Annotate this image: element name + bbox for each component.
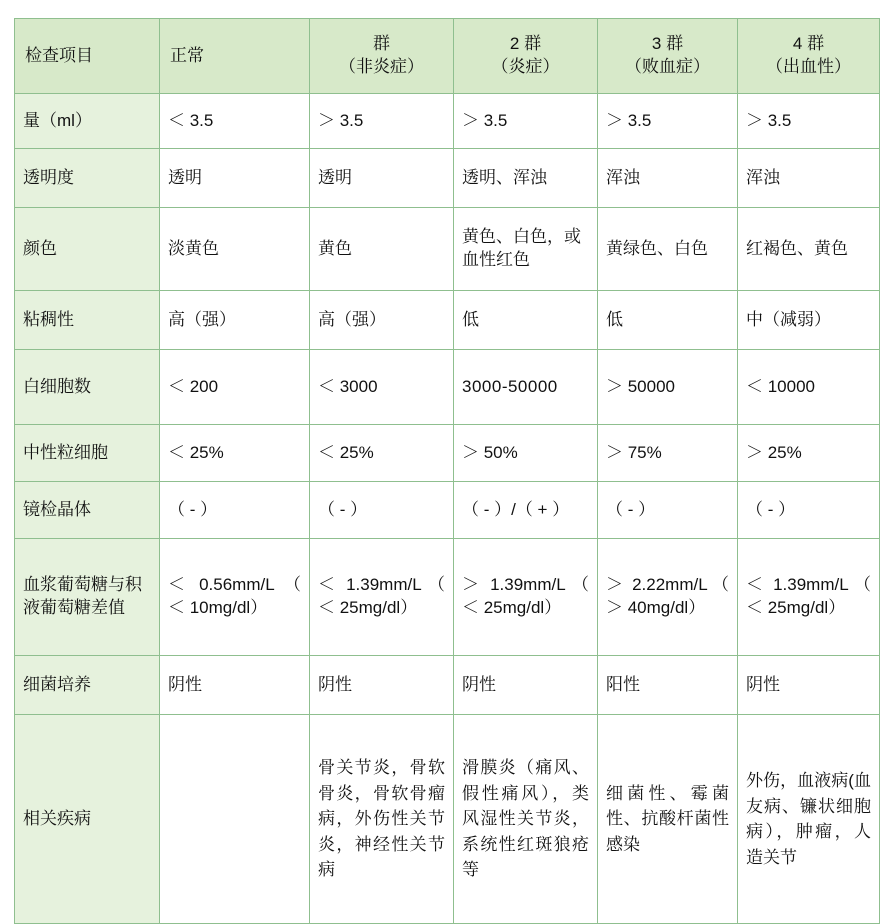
cell-viscosity-group3: 低 xyxy=(598,291,738,350)
cell-viscosity-group1: 高（强） xyxy=(310,291,454,350)
column-header-normal-line1: 正常 xyxy=(170,45,204,65)
table-header-row xyxy=(15,19,880,94)
column-header-group4-line2: （出血性） xyxy=(766,57,851,76)
cell-quantity-group4: ＞ 3.5 xyxy=(738,94,880,149)
cell-transparency-group4: 浑浊 xyxy=(738,149,880,208)
synovial-fluid-analysis-table xyxy=(14,18,880,924)
cell-diseases-group1: 骨关节炎，骨软骨炎，骨软骨瘤病，外伤性关节炎，神经性关节病 xyxy=(310,715,454,924)
column-header-group2-line1: 2 群 xyxy=(509,34,542,54)
cell-color-group3: 黄绿色、白色 xyxy=(598,208,738,291)
cell-glucose-group3: ＞ 2.22mm/L（ ＞ 40mg/dl） xyxy=(598,539,738,656)
cell-wbc-group2: 3000-50000 xyxy=(454,350,598,425)
column-header-normal xyxy=(160,19,310,94)
row-label-transparency: 透明度 xyxy=(15,149,160,208)
table-row xyxy=(15,425,880,482)
column-header-group4 xyxy=(738,19,880,94)
cell-crystals-group1: （ - ） xyxy=(310,482,454,539)
table-row xyxy=(15,149,880,208)
table-row xyxy=(15,656,880,715)
cell-quantity-group1: ＞ 3.5 xyxy=(310,94,454,149)
cell-crystals-group3: （ - ） xyxy=(598,482,738,539)
cell-viscosity-group2: 低 xyxy=(454,291,598,350)
cell-color-group4: 红褐色、黄色 xyxy=(738,208,880,291)
cell-neutrophils-group1: ＜ 25% xyxy=(310,425,454,482)
cell-crystals-group2: （ - ）/（ + ） xyxy=(454,482,598,539)
row-label-color: 颜色 xyxy=(15,208,160,291)
cell-neutrophils-group3: ＞ 75% xyxy=(598,425,738,482)
cell-viscosity-normal: 高（强） xyxy=(160,291,310,350)
column-header-item xyxy=(15,19,160,94)
table-row xyxy=(15,208,880,291)
column-header-group4-line1: 4 群 xyxy=(792,34,825,54)
cell-transparency-normal: 透明 xyxy=(160,149,310,208)
cell-quantity-group2: ＞ 3.5 xyxy=(454,94,598,149)
cell-transparency-group1: 透明 xyxy=(310,149,454,208)
cell-neutrophils-normal: ＜ 25% xyxy=(160,425,310,482)
cell-transparency-group3: 浑浊 xyxy=(598,149,738,208)
table-row xyxy=(15,94,880,149)
table-row xyxy=(15,291,880,350)
cell-quantity-group3: ＞ 3.5 xyxy=(598,94,738,149)
table-row xyxy=(15,482,880,539)
table-row xyxy=(15,539,880,656)
table-body xyxy=(15,94,880,924)
cell-wbc-normal: ＜ 200 xyxy=(160,350,310,425)
row-label-neutrophils: 中性粒细胞 xyxy=(15,425,160,482)
cell-diseases-group3: 细菌性、霉菌性、抗酸杆菌性感染 xyxy=(598,715,738,924)
row-label-bacterial-culture: 细菌培养 xyxy=(15,656,160,715)
cell-culture-group4: 阴性 xyxy=(738,656,880,715)
cell-diseases-group2: 滑膜炎（痛风、假性痛风），类风湿性关节炎，系统性红斑狼疮等 xyxy=(454,715,598,924)
cell-transparency-group2: 透明、浑浊 xyxy=(454,149,598,208)
column-header-group3-line1: 3 群 xyxy=(651,34,684,54)
cell-glucose-normal: ＜ 0.56mm/L（ ＜ 10mg/dl） xyxy=(160,539,310,656)
cell-crystals-normal: （ - ） xyxy=(160,482,310,539)
cell-wbc-group4: ＜ 10000 xyxy=(738,350,880,425)
cell-color-group2: 黄色、白色，或血性红色 xyxy=(454,208,598,291)
cell-wbc-group1: ＜ 3000 xyxy=(310,350,454,425)
cell-glucose-group1: ＜ 1.39mm/L（ ＜ 25mg/dl） xyxy=(310,539,454,656)
cell-culture-group2: 阴性 xyxy=(454,656,598,715)
row-label-viscosity: 粘稠性 xyxy=(15,291,160,350)
cell-neutrophils-group2: ＞ 50% xyxy=(454,425,598,482)
table-header xyxy=(15,19,880,94)
cell-culture-group3: 阳性 xyxy=(598,656,738,715)
cell-diseases-group4: 外伤，血液病(血友病、镰状细胞病），肿瘤，人造关节 xyxy=(738,715,880,924)
table-row xyxy=(15,715,880,924)
column-header-group1 xyxy=(310,19,454,94)
table-row xyxy=(15,350,880,425)
cell-culture-group1: 阴性 xyxy=(310,656,454,715)
cell-neutrophils-group4: ＞ 25% xyxy=(738,425,880,482)
row-label-crystals: 镜检晶体 xyxy=(15,482,160,539)
cell-glucose-group2: ＞ 1.39mm/L（ ＜ 25mg/dl） xyxy=(454,539,598,656)
row-label-wbc-count: 白细胞数 xyxy=(15,350,160,425)
cell-quantity-normal: ＜ 3.5 xyxy=(160,94,310,149)
cell-culture-normal: 阴性 xyxy=(160,656,310,715)
cell-color-group1: 黄色 xyxy=(310,208,454,291)
column-header-group2-line2: （炎症） xyxy=(491,57,560,76)
column-header-group2 xyxy=(454,19,598,94)
row-label-glucose-difference: 血浆葡萄糖与积液葡萄糖差值 xyxy=(15,539,160,656)
row-label-related-diseases: 相关疾病 xyxy=(15,715,160,924)
column-header-group1-line2: （非炎症） xyxy=(339,57,424,76)
row-label-quantity: 量（ml） xyxy=(15,94,160,149)
cell-crystals-group4: （ - ） xyxy=(738,482,880,539)
cell-viscosity-group4: 中（减弱） xyxy=(738,291,880,350)
column-header-group3 xyxy=(598,19,738,94)
cell-glucose-group4: ＜ 1.39mm/L（ ＜ 25mg/dl） xyxy=(738,539,880,656)
cell-color-normal: 淡黄色 xyxy=(160,208,310,291)
column-header-item-line1: 检查项目 xyxy=(25,45,93,65)
cell-diseases-normal xyxy=(160,715,310,924)
cell-wbc-group3: ＞ 50000 xyxy=(598,350,738,425)
column-header-group3-line2: （败血症） xyxy=(625,57,710,76)
column-header-group1-line1: 群 xyxy=(373,34,390,54)
